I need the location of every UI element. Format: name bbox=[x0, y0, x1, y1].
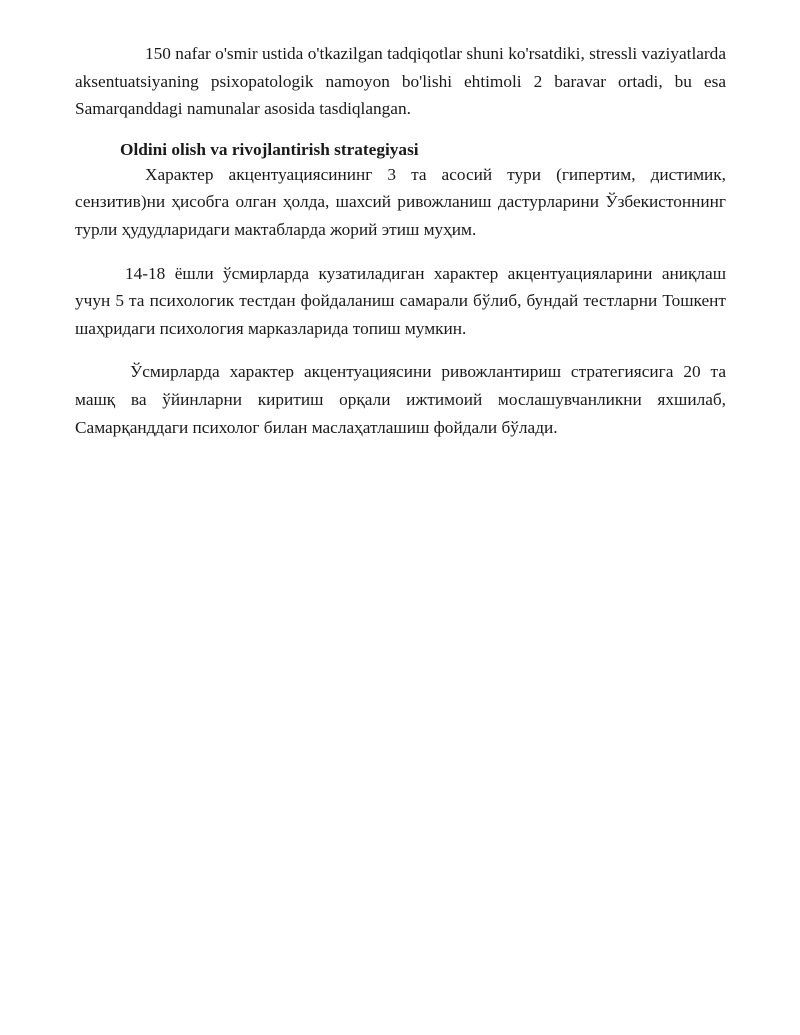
paragraph-research-findings: 150 nafar o'smir ustida o'tkazilgan tadqiqotlar shuni ko'rsatdiki, stressli vaziyatlarda aksentuatsiyaning psixopatologik namoyon bo'lishi ehtimoli 2 baravar ortadi, bu esa Samarqanddagi namunalar asosida tasdiqlangan. bbox=[75, 44, 726, 119]
section-heading: Oldini olish va rivojlantirish strategiyasi bbox=[120, 139, 419, 159]
paragraph-psychological-tests: 14-18 ёшли ўсмирларда кузатиладиган характер акцентуацияларини аниқлаш учун 5 та психологик тестдан фойдаланиш самарали бўлиб, бундай тестларни Тошкент шаҳридаги психология марказларида топиш мумкин. bbox=[75, 263, 726, 338]
paragraph-accentuation-types: Характер акцентуациясининг 3 та асосий тури (гипертим, дистимик, сензитив)ни ҳисобга олган ҳолда, шахсий ривожланиш дастурларини Ўзбекистоннинг турли ҳудудларидаги мактабларда жорий этиш муҳим. bbox=[75, 164, 726, 239]
document-page bbox=[75, 40, 726, 441]
paragraph-development-strategy: Ўсмирларда характер акцентуациясини ривожлантириш стратегиясига 20 та машқ ва ўйинларни киритиш орқали ижтимоий мослашувчанликни яхшилаб, Самарқанддаги психолог билан маслаҳатлашиш фойдали бўлади. bbox=[75, 362, 726, 437]
